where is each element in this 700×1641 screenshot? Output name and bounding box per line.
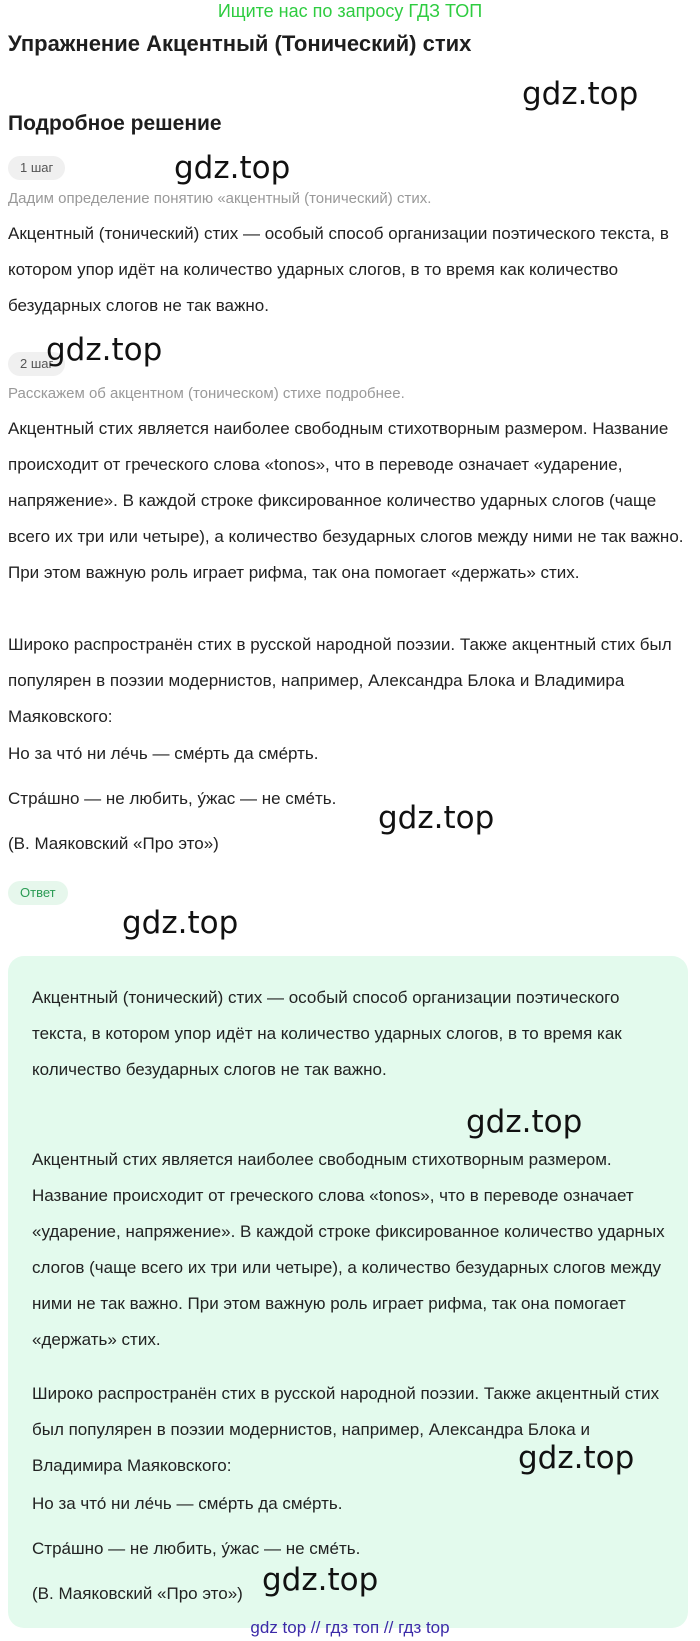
answer-verse-line-1: Но за что́ ни ле́чь — сме́рть да сме́рть.: [32, 1494, 343, 1513]
step-2-hint: Расскажем об акцентном (тоническом) стихе подробнее.: [8, 385, 405, 402]
page-title: Упражнение Акцентный (Тонический) стих: [8, 31, 472, 56]
answer-paragraph-1: Акцентный (тонический) стих — особый способ организации поэтического текста, в котором упор идёт на количество ударных слогов, в то время как количество безударных слогов не так важно.: [32, 988, 622, 1079]
step-2-verse-line-2: Стра́шно — не любить, у́жас — не сме́ть.: [8, 789, 337, 808]
watermark: gdz.top: [122, 905, 239, 941]
watermark: gdz.top: [518, 1440, 635, 1476]
answer-box: [8, 956, 688, 1628]
answer-paragraph-3: Широко распространён стих в русской народной поэзии. Также акцентный стих был популярен в поэзии модернистов, например, Александра Блока и Владимира Маяковского:: [32, 1384, 660, 1475]
answer-badge: Ответ: [8, 881, 68, 905]
step-2-source: (В. Маяковский «Про это»): [8, 834, 219, 853]
answer-verse-line-2: Стра́шно — не любить, у́жас — не сме́ть.: [32, 1539, 361, 1558]
watermark: gdz.top: [378, 800, 495, 836]
step-2-paragraph-2: Широко распространён стих в русской народной поэзии. Также акцентный стих был популярен в поэзии модернистов, например, Александра Блока и Владимира Маяковского:: [8, 635, 672, 726]
step-2-badge: 2 шаг: [8, 352, 65, 376]
watermark: gdz.top: [466, 1104, 583, 1140]
footer-links[interactable]: gdz top // гдз топ // гдз top: [250, 1618, 450, 1637]
step-1-hint: Дадим определение понятию «акцентный (тонический) стих.: [8, 190, 432, 207]
answer-source: (В. Маяковский «Про это»): [32, 1584, 243, 1603]
watermark: gdz.top: [46, 332, 163, 368]
step-1-text: Акцентный (тонический) стих — особый способ организации поэтического текста, в котором упор идёт на количество ударных слогов, в то время как количество безударных слогов не так важно.: [8, 224, 669, 315]
watermark: gdz.top: [522, 76, 639, 112]
watermark: gdz.top: [174, 150, 291, 186]
step-1-badge: 1 шаг: [8, 156, 65, 180]
solution-heading: Подробное решение: [8, 112, 222, 135]
watermark: gdz.top: [262, 1562, 379, 1598]
answer-paragraph-2: Акцентный стих является наиболее свободным стихотворным размером. Название происходит от греческого слова «tonos», что в переводе означает «ударение, напряжение». В каждой строке фиксированное количество ударных слогов (чаще всего их три или четыре), а количество безударных слогов между ними не так важно. При этом важную роль играет рифма, так она помогает «держать» стих.: [32, 1150, 665, 1349]
step-2-paragraph-1: Акцентный стих является наиболее свободным стихотворным размером. Название происходит от греческого слова «tonos», что в переводе означает «ударение, напряжение». В каждой строке фиксированное количество ударных слогов (чаще всего их три или четыре), а количество безударных слогов между ними не так важно. При этом важную роль играет рифма, так она помогает «держать» стих.: [8, 419, 684, 582]
step-2-verse-line-1: Но за что́ ни ле́чь — сме́рть да сме́рть.: [8, 744, 319, 763]
search-banner: Ищите нас по запросу ГДЗ ТОП: [217, 1, 483, 21]
